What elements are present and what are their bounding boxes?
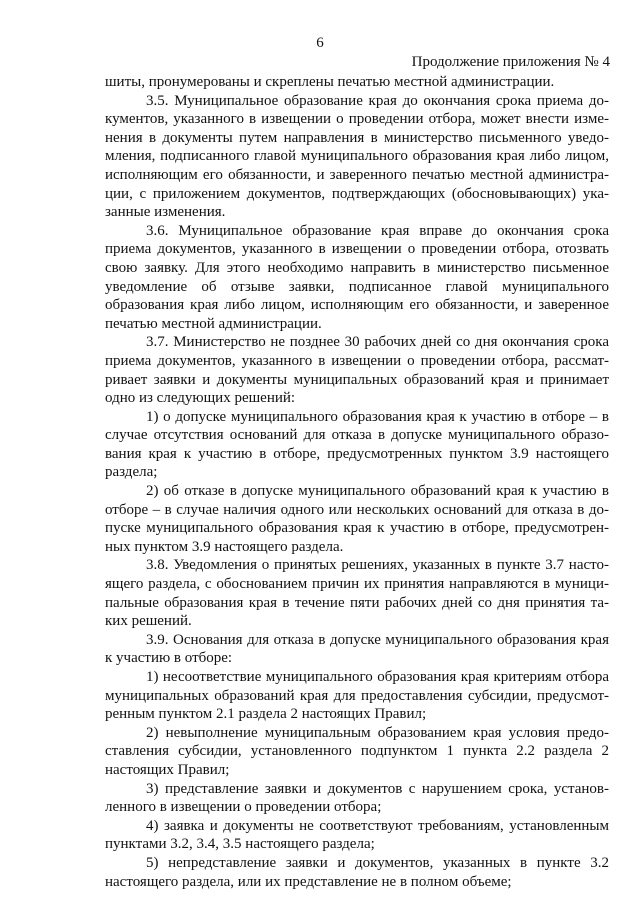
document-body [105, 73, 609, 891]
paragraph-3-7-item-2: 2) об отказе в допуске муниципального образований края к участию в отборе – в случае наличия одного или нескольких оснований для отказа в допуске муниципального образования края к участию в отборе, предусмотренных пунктом 3.9 настоящего раздела. [105, 483, 609, 555]
paragraph-3-7-item-1: 1) о допуске муниципального образования края к участию в отборе – в случае отсутствия оснований для отказа в допуске муниципального образования края к участию в отборе, предусмотренных пунктом 3.9 настоящего раздела; [105, 408, 609, 481]
appendix-continuation-label: Продолжение приложения № 4 [411, 54, 610, 70]
paragraph-3-9-item-4: 4) заявка и документы не соответствуют требованиям, установленным пунктами 3.2, 3.4, 3.5 настоящего раздела; [105, 817, 609, 853]
page-number: 6 [316, 35, 324, 51]
paragraph-3-9-item-1: 1) несоответствие муниципального образования края критериям отбора муниципальных образований края для предоставления субсидии, предусмотренным пунктом 2.1 раздела 2 настоящих Правил; [105, 669, 609, 723]
paragraph-3-5: 3.5. Муниципальное образование края до окончания срока приема документов, указанного в извещении о проведении отбора, может внести изменения в документы путем направления в министерство письменного уведомления, подписанного главой муниципального образования края либо лицом, исполняющим его обязанности, и заверенного печатью местной администрации, с приложением документов, подтверждающих (обосновывающих) указанные изменения. [105, 92, 609, 221]
paragraph-continuation: шиты, пронумерованы и скреплены печатью местной администрации. [105, 74, 555, 90]
paragraph-3-6: 3.6. Муниципальное образование края вправе до окончания срока приема документов, указанного в извещении о проведении отбора, отозвать свою заявку. Для этого необходимо направить в министерство письменное уведомление об отзыве заявки, подписанное главой муниципального образования края либо лицом, исполняющим его обязанности, и заверенное печатью местной администрации. [105, 222, 609, 332]
paragraph-3-9: 3.9. Основания для отказа в допуске муниципального образования края к участию в отборе: [105, 631, 609, 667]
paragraph-3-7: 3.7. Министерство не позднее 30 рабочих дней со дня окончания срока приема документов, указанного в извещении о проведении отбора, рассматривает заявки и документы муниципальных образований края и принимает одно из следующих решений: [105, 334, 609, 407]
paragraph-3-9-item-3: 3) представление заявки и документов с нарушением срока, установленного в извещении о проведении отбора; [105, 780, 609, 816]
paragraph-3-9-item-5: 5) непредставление заявки и документов, указанных в пункте 3.2 настоящего раздела, или их представление не в полном объеме; [105, 854, 609, 890]
paragraph-3-9-item-2: 2) невыполнение муниципальным образованием края условия предоставления субсидии, установленного подпунктом 1 пункта 2.2 раздела 2 настоящих Правил; [105, 724, 609, 778]
paragraph-3-8: 3.8. Уведомления о принятых решениях, указанных в пункте 3.7 настоящего раздела, с обоснованием причин их принятия направляются в муниципальные образования края в течение пяти рабочих дней со дня принятия таких решений. [105, 557, 609, 630]
